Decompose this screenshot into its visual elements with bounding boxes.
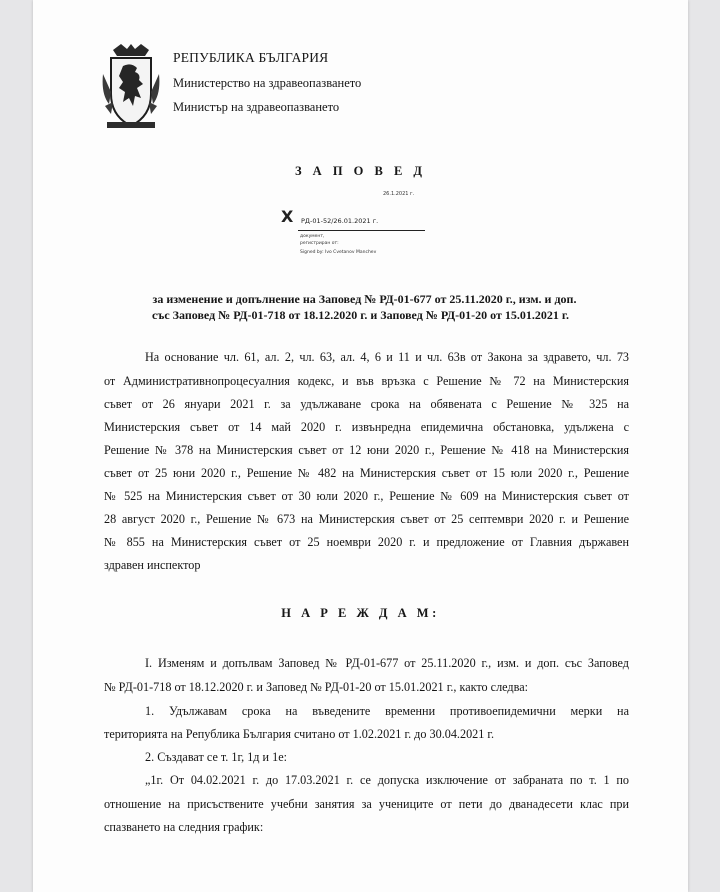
basis-line: здравен инспектор — [104, 558, 201, 572]
signature-line — [298, 230, 425, 231]
signed-by: Signed by: Ivo Cvetanov Manchev — [300, 250, 377, 255]
country-name: РЕПУБЛИКА БЪЛГАРИЯ — [173, 50, 329, 65]
signature-caption-1: документ, — [300, 234, 325, 239]
order-line: № РД-01-718 от 18.12.2020 г. и Заповед № РД-01-20 от 15.01.2021 г., както следва: — [104, 680, 529, 694]
order-line: отношение на присъствените учебни занятия за учениците от пети до дванадесети клас при — [104, 797, 629, 811]
order-line: 1. Удължавам срока на въведените временни противоепидемични мерки на — [145, 704, 629, 718]
signature-mark: X — [281, 207, 294, 226]
basis-line: от Административнопроцесуалния кодекс, и във връзка с Решение № 72 на Министерския — [104, 374, 629, 388]
basis-line: Министерския съвет от 14 май 2020 г. извънредна епидемична обстановка, удължена с — [104, 420, 629, 434]
document-title: З А П О В Е Д — [294, 164, 427, 178]
registration-number: РД-01-52/26.01.2021 г. — [301, 217, 379, 225]
subject-line: за изменение и допълнение на Заповед № РД-01-677 от 25.11.2020 г., изм. и доп. — [152, 292, 577, 306]
basis-line: 28 август 2020 г., Решение № 673 на Министерския съвет от 25 септември 2020 г. и Решение — [104, 512, 629, 526]
order-line: територията на Република България считано от 1.02.2021 г. до 30.04.2021 г. — [104, 727, 495, 741]
basis-line: съвет от 25 юни 2020 г., Решение № 482 на Министерския съвет от 15 юли 2020 г., Решение — [104, 466, 629, 480]
order-heading: Н А Р Е Ж Д А М: — [281, 606, 440, 620]
basis-line: № 525 на Министерския съвет от 30 юли 2020 г., Решение № 609 на Министерския съвет от — [104, 489, 629, 503]
minister-title: Министър на здравеопазването — [173, 100, 340, 114]
subject-line: със Заповед № РД-01-718 от 18.12.2020 г. и Заповед № РД-01-20 от 15.01.2021 г. — [152, 308, 569, 322]
signature-caption-2: регистриран от: — [300, 241, 339, 246]
order-line: „1г. От 04.02.2021 г. до 17.03.2021 г. се допуска изключение от забраната по т. 1 по — [145, 773, 629, 787]
basis-line: съвет от 26 януари 2021 г. за удължаване срока на обявената с Решение № 325 на — [104, 397, 629, 411]
order-line: 2. Създават се т. 1г, 1д и 1е: — [145, 750, 288, 764]
basis-line: Решение № 378 на Министерския съвет от 12 юни 2020 г., Решение № 418 на Министерския — [104, 443, 629, 457]
ministry-name: Министерство на здравеопазването — [173, 76, 362, 90]
basis-line: На основание чл. 61, ал. 2, чл. 63, ал. 4, 6 и 11 и чл. 63в от Закона за здравето, чл. 73 — [145, 350, 629, 364]
order-line: I. Изменям и допълвам Заповед № РД-01-677 от 25.11.2020 г., изм. и доп. със Заповед — [145, 656, 629, 670]
coat-of-arms-icon — [101, 44, 161, 130]
signature-date: 26.1.2021 г. — [383, 191, 415, 197]
document-page — [33, 0, 688, 892]
basis-line: № 855 на Министерския съвет от 25 ноември 2020 г. и предложение от Главния държавен — [104, 535, 629, 549]
order-line: спазването на следния график: — [104, 820, 264, 834]
